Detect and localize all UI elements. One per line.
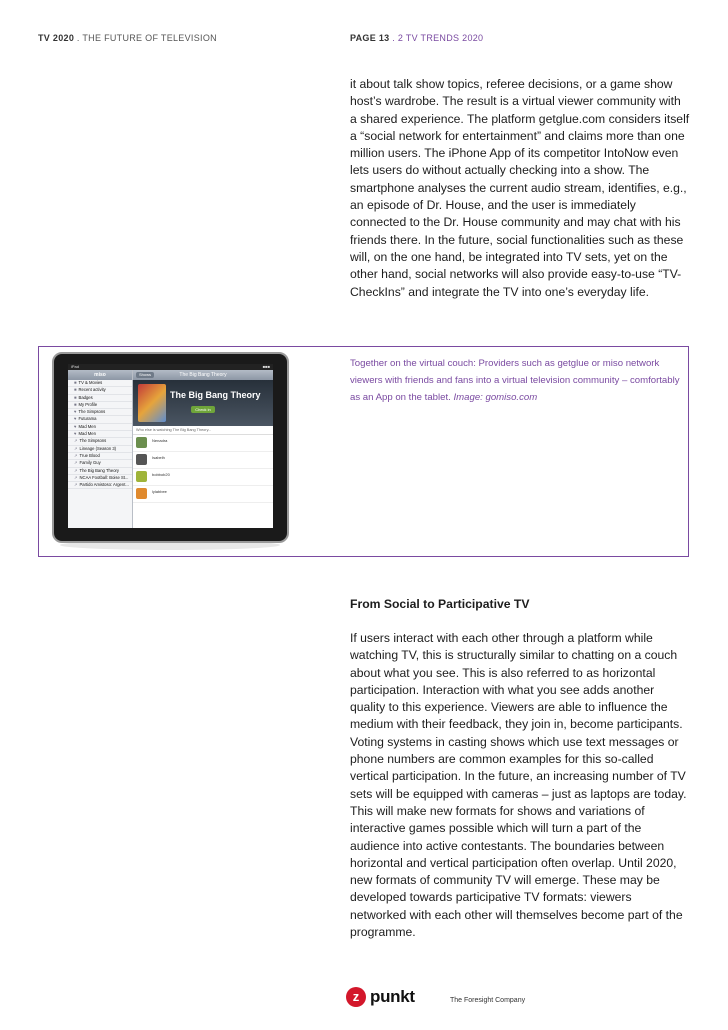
page-number: PAGE 13	[350, 33, 390, 43]
sidebar-item	[68, 380, 132, 387]
sidebar-item	[68, 402, 132, 409]
sidebar-item-icon: ↗	[74, 438, 78, 444]
sidebar-item-icon: ↗	[74, 482, 78, 488]
sidebar-item-icon: ■	[74, 394, 77, 400]
app-main-pane	[133, 370, 273, 528]
sidebar-item-icon: ♥	[74, 416, 77, 422]
sidebar-item-label: Mad Men	[78, 431, 96, 437]
body-paragraph-2: If users interact with each other through a platform while watching TV, this is structurally similar to chatting on a couch about what you see. This is also referred to as horizontal participation. Interaction with what you see adds another quality to this experience. Viewers are able to influence the medium with their feedback, they join in, become participants. Voting systems in casting shows which use text messages or phone numbers are common examples for this so-called vertical participation. In the future, an increasing number of TV sets will be equipped with cameras – just as laptops are today. This will make new formats for shows and variations of interactive games possible which will turn a part of the audience into active contestants. The boundaries between horizontal and vertical participation often overlap. Until 2020, new formats of community TV will emerge. These may be developed towards participative TV formats: viewers networked with each other will themselves become part of the programme.	[350, 631, 687, 940]
footer-logo	[346, 987, 415, 1007]
sidebar-item-label: True Blood	[79, 452, 100, 458]
sidebar-item-label: Mad Men	[78, 423, 96, 429]
sidebar-item-icon: ■	[74, 387, 77, 393]
logo-wordmark: punkt	[370, 987, 415, 1006]
user-row	[133, 486, 273, 503]
user-row	[133, 469, 273, 486]
sidebar-item	[68, 395, 132, 402]
topbar-title: The Big Bang Theory	[179, 372, 227, 378]
sidebar-item	[68, 438, 132, 445]
sidebar-item-label: Futurama	[78, 416, 97, 422]
sidebar-item-label: Family Guy	[79, 460, 101, 466]
sidebar-item-icon: ↗	[74, 467, 78, 473]
watching-label: Who else is watching The Big Bang Theory...	[133, 426, 273, 435]
user-avatar	[136, 437, 147, 448]
user-row	[133, 435, 273, 452]
user-name: bobbob20	[152, 472, 170, 477]
sidebar-item-icon: ↗	[74, 445, 78, 451]
show-poster	[138, 384, 166, 422]
sidebar-item-icon: ♥	[74, 423, 77, 429]
tablet-image	[52, 352, 289, 543]
sidebar-item-icon: ↗	[74, 460, 78, 466]
sidebar-item	[68, 416, 132, 423]
figure-caption	[350, 355, 680, 406]
publication-title: TV 2020	[38, 33, 75, 43]
publication-subtitle: . THE FUTURE OF TELEVISION	[74, 33, 217, 43]
sidebar-item-label: The Simpsons	[78, 409, 106, 415]
user-avatar	[136, 454, 147, 465]
user-row	[133, 452, 273, 469]
user-avatar	[136, 471, 147, 482]
sidebar-item-icon: ↗	[74, 474, 78, 480]
app-topbar	[133, 370, 273, 380]
sidebar-item	[68, 468, 132, 475]
app-sidebar	[68, 370, 133, 528]
sidebar-item	[68, 446, 132, 453]
sidebar-item-icon: ♥	[74, 431, 77, 437]
sidebar-item-icon: ♥	[74, 409, 77, 415]
sidebar-list	[68, 380, 132, 489]
running-header-right	[350, 33, 483, 43]
sidebar-item-label: Badges	[78, 394, 93, 400]
caption-credit: Image: gomiso.com	[453, 392, 538, 403]
sidebar-item	[68, 460, 132, 467]
sidebar-item-label: NCAA Football: Boise St...	[79, 474, 129, 480]
user-name: Isabelh	[152, 455, 165, 460]
body-paragraph-1: it about talk show topics, referee decisions, or a game show host’s wardrobe. The result is a virtual viewer community with a shared experience. The platform getglue.com considers itself a “social network for entertainment” and claims more than one million users. The iPhone App of its competitor IntoNow even lets users do without actually checking into a show. The smartphone analyses the current audio stream, identifies, e.g., an episode of Dr. House, and the user is immediately connected to the Dr. House community and may chat with his friends there. In the future, social functionalities such as these will, on the one hand, be integrated into TV sets, yet on the other hand, social networks will also provide easy-to-use “TV-CheckIns” and integrate the TV into one’s everyday life.	[350, 77, 690, 299]
sidebar-item	[68, 424, 132, 431]
sidebar-item-label: Lineage (Season 3)	[79, 445, 117, 451]
sidebar-item-label: Partido Amistoso: Argent...	[79, 482, 129, 488]
sidebar-item	[68, 482, 132, 489]
user-name: lylabbee	[152, 489, 167, 494]
caption-text: Together on the virtual couch: Providers such as getglue or miso network viewers with friends and fans into a virtual television community – comfortably as an App on the tablet.	[350, 358, 680, 403]
user-name: Nenadra	[152, 438, 168, 443]
sidebar-item-label: The Simpsons	[79, 438, 107, 444]
user-list	[133, 435, 273, 503]
sidebar-item	[68, 387, 132, 394]
user-avatar	[136, 488, 147, 499]
section-heading: From Social to Participative TV	[350, 597, 530, 611]
show-hero	[133, 380, 273, 426]
back-button: Shows	[136, 372, 154, 378]
sidebar-item-label: TV & Movies	[78, 380, 103, 385]
footer-tagline: The Foresight Company	[450, 997, 526, 1004]
sidebar-item-label: Recent activity	[78, 387, 106, 393]
sidebar-item	[68, 431, 132, 438]
sidebar-item	[68, 475, 132, 482]
logo-mark: z	[346, 987, 366, 1007]
sidebar-item-label: My Profile	[78, 401, 98, 407]
tablet-screen	[68, 364, 273, 528]
sidebar-title: miso	[68, 370, 132, 380]
section-title: . 2 TV TRENDS 2020	[389, 33, 484, 43]
sidebar-item-icon: ↗	[74, 452, 78, 458]
sidebar-item	[68, 453, 132, 460]
status-bar: iPad ■■■	[68, 364, 273, 370]
running-header-left	[38, 33, 217, 43]
sidebar-item	[68, 409, 132, 416]
show-title: The Big Bang Theory	[170, 390, 261, 400]
sidebar-item-icon: ■	[74, 380, 77, 385]
sidebar-item-label: The Big Bang Theory	[79, 467, 120, 473]
sidebar-item-icon: ■	[74, 401, 77, 407]
checkin-button: Check in	[191, 406, 215, 413]
